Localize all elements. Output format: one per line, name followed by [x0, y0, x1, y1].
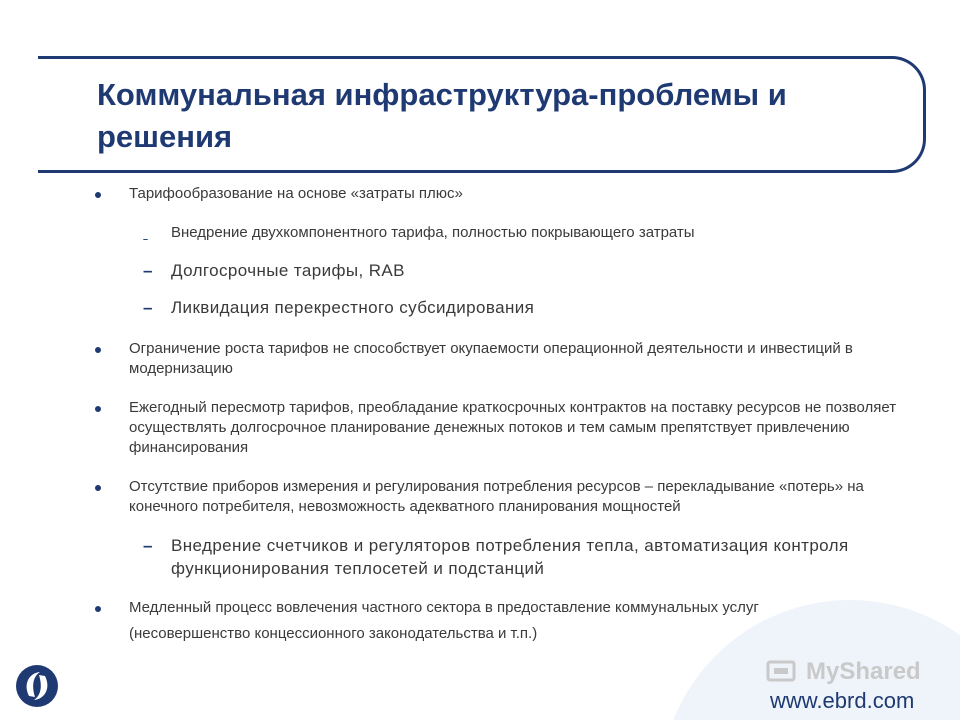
bullet-text: Тарифообразование на основе «затраты плюс»	[129, 185, 463, 202]
bullet-dot-icon	[95, 347, 101, 353]
bullet-dot-icon	[95, 606, 101, 612]
bullet-text: Отсутствие приборов измерения и регулирования потребления ресурсов – перекладывание «потерь» на конечного потребителя, невозможность адекватного планирования мощностей	[129, 478, 864, 515]
dash-marker: –	[143, 234, 149, 244]
presentation-icon	[766, 660, 800, 684]
sub-bullet-text: Внедрение счетчиков и регуляторов потребления тепла, автоматизация контроля функционирования теплосетей и подстанций	[171, 536, 849, 578]
dash-marker: –	[143, 261, 153, 280]
sub-bullet-text: Долгосрочные тарифы, RAB	[171, 261, 405, 280]
slide-title: Коммунальная инфраструктура-проблемы и решения	[97, 77, 787, 154]
bullet-text: Медленный процесс вовлечения частного сектора в предоставление коммунальных услуг	[129, 599, 759, 616]
sub-bullet-text: Ликвидация перекрестного субсидирования	[171, 298, 535, 317]
bullet-text: Ограничение роста тарифов не способствует окупаемости операционной деятельности и инвестиций в модернизацию	[129, 340, 853, 377]
ebrd-logo-icon	[15, 664, 59, 708]
bullet-text: Ежегодный пересмотр тарифов, преобладание краткосрочных контрактов на поставку ресурсов не позволяет осуществлять долгосрочное планирование денежных потоков и тем самым препятствует привлечению финансирования	[129, 399, 897, 456]
watermark-text: MyShared	[806, 658, 921, 685]
watermark	[766, 658, 926, 686]
bullet-dot-icon	[95, 192, 101, 198]
dash-marker: –	[143, 536, 153, 555]
bullet-dot-icon	[95, 485, 101, 491]
dash-marker: –	[143, 298, 153, 317]
bullet-text: (несовершенство концессионного законодательства и т.п.)	[129, 625, 538, 642]
sub-bullet-text: Внедрение двухкомпонентного тарифа, полностью покрывающего затраты	[171, 224, 695, 241]
bullet-dot-icon	[95, 406, 101, 412]
footer-url: www.ebrd.com	[770, 688, 915, 713]
